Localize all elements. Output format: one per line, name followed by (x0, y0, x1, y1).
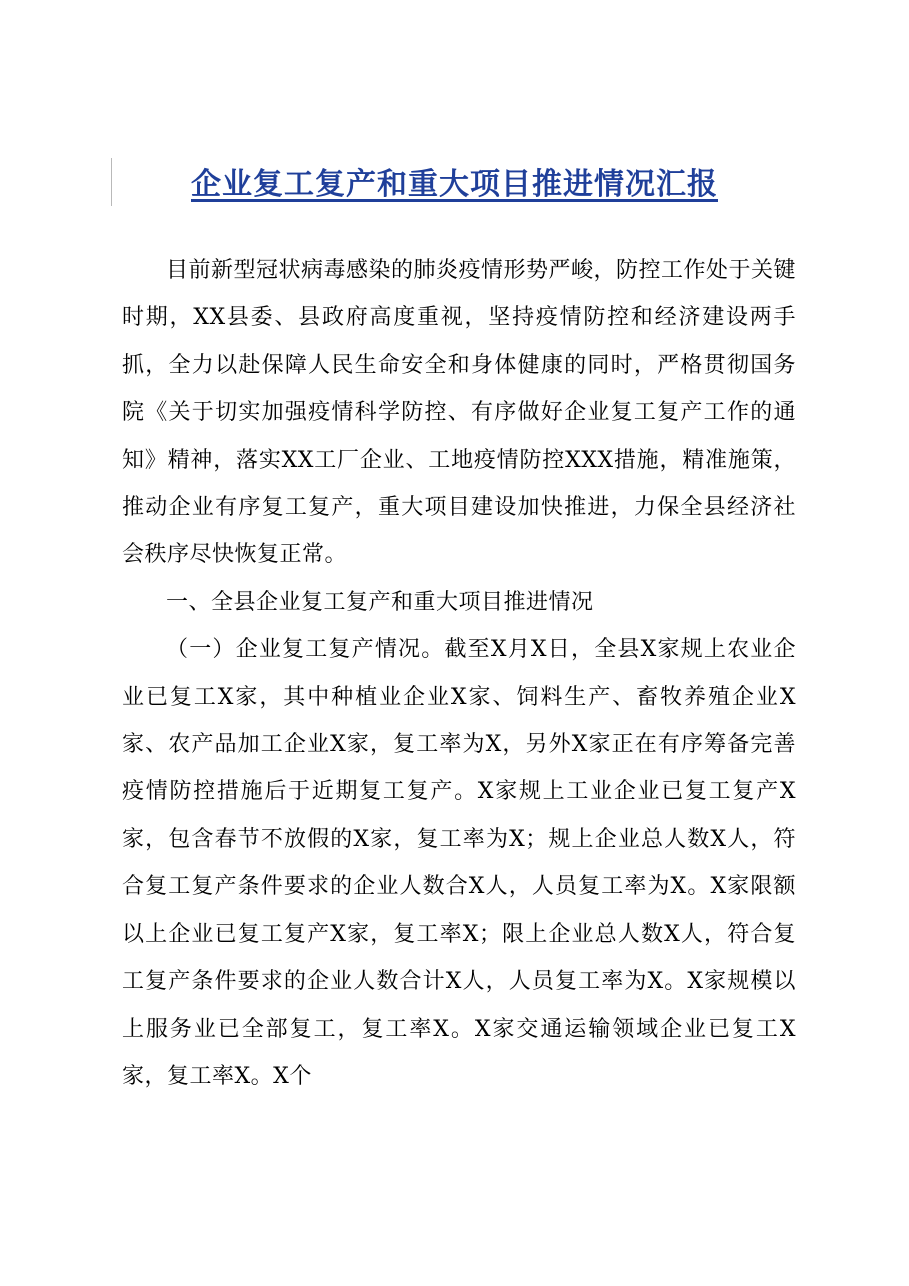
document-body (122, 247, 796, 1100)
section-heading-1: 一、全县企业复工复产和重大项目推进情况 (166, 589, 594, 615)
paragraph-enterprise-resumption: （一）企业复工复产情况。截至X月X日，全县X家规上农业企业已复工X家，其中种植业企业X家、饲料生产、畜牧养殖企业X家、农产品加工企业X家，复工率为X，另外X家正在有序筹备完善疫情防控措施后于近期复工复产。X家规上工业企业已复工复产X家，包含春节不放假的X家，复工率为X；规上企业总人数X人，符合复工复产条件要求的企业人数合X人，人员复工率为X。X家限额以上企业已复工复产X家，复工率X；限上企业总人数X人，符合复工复产条件要求的企业人数合计X人，人员复工率为X。X家规模以上服务业已全部复工，复工率X。X家交通运输领域企业已复工X家，复工率X。X个 (122, 637, 796, 1089)
paragraph-intro: 目前新型冠状病毒感染的肺炎疫情形势严峻，防控工作处于关键时期，XX县委、县政府高度重视，坚持疫情防控和经济建设两手抓，全力以赴保障人民生命安全和身体健康的同时，严格贯彻国务院《关于切实加强疫情科学防控、有序做好企业复工复产工作的通知》精神，落实XX工厂企业、工地疫情防控XXX措施，精准施策，推动企业有序复工复产，重大项目建设加快推进，力保全县经济社会秩序尽快恢复正常。 (122, 258, 797, 568)
document-title: 企业复工复产和重大项目推进情况汇报 (191, 167, 718, 202)
